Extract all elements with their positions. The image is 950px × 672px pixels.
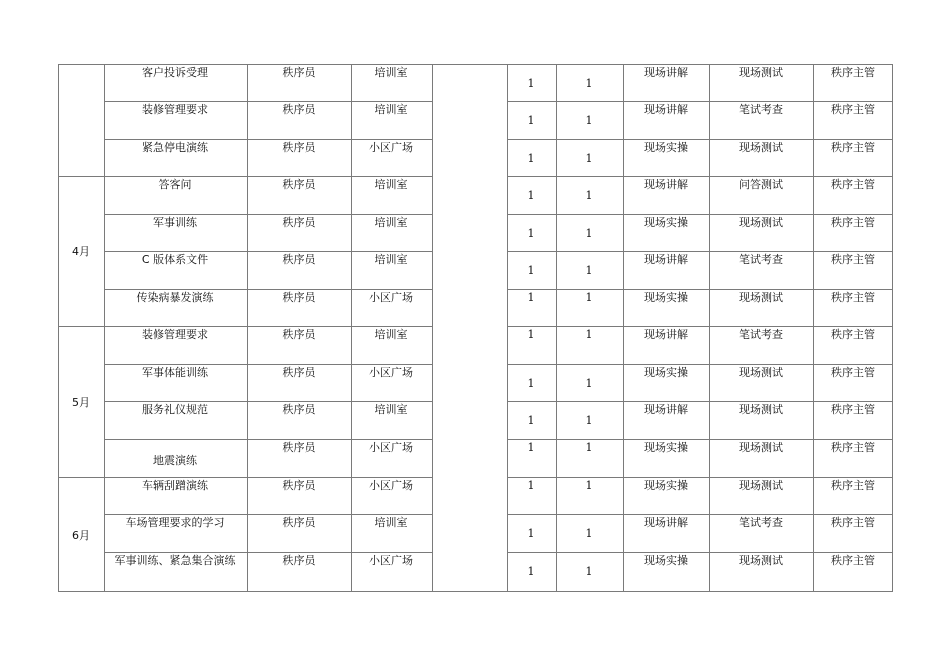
training-topic-cell: C 版体系文件 [141,253,209,266]
assessment-cell: 现场测试 [739,479,783,492]
grid-line-vertical [813,64,814,592]
trainee-cell: 秩序员 [282,328,316,341]
count-a-cell: 1 [527,189,535,202]
assessment-cell: 现场测试 [739,66,783,79]
location-cell: 小区广场 [369,141,413,154]
training-schedule-sheet [58,64,893,592]
training-topic-cell: 装修管理要求 [142,328,208,341]
count-a-cell: 1 [527,114,535,127]
training-topic-cell: 军事训练、紧急集合演练 [114,554,236,567]
training-method-cell: 现场讲解 [644,516,688,529]
location-cell: 培训室 [374,216,408,229]
training-method-cell: 现场实操 [644,441,688,454]
training-method-cell: 现场实操 [644,216,688,229]
grid-line-horizontal [104,477,432,478]
count-a-cell: 1 [527,328,535,341]
grid-line-vertical [351,64,352,592]
location-cell: 培训室 [374,403,408,416]
training-method-cell: 现场讲解 [644,66,688,79]
grid-line-horizontal [507,326,893,327]
training-topic-cell: 装修管理要求 [142,103,208,116]
training-topic-cell: 军事训练 [153,216,197,229]
month-label: 4月 [72,245,90,258]
responsible-cell: 秩序主管 [831,479,875,492]
grid-line-horizontal [58,477,104,478]
assessment-cell: 笔试考查 [739,516,783,529]
location-cell: 小区广场 [369,291,413,304]
training-method-cell: 现场实操 [644,366,688,379]
trainee-cell: 秩序员 [282,291,316,304]
assessment-cell: 现场测试 [739,366,783,379]
grid-line-horizontal [58,591,893,592]
count-a-cell: 1 [527,441,535,454]
grid-line-horizontal [104,176,432,177]
training-topic-cell: 答客问 [158,178,192,191]
count-a-cell: 1 [527,227,535,240]
grid-line-vertical [507,64,508,592]
assessment-cell: 现场测试 [739,441,783,454]
count-a-cell: 1 [527,377,535,390]
grid-line-horizontal [104,139,432,140]
location-cell: 小区广场 [369,441,413,454]
count-b-cell: 1 [585,479,593,492]
trainee-cell: 秩序员 [282,141,316,154]
grid-line-horizontal [58,326,104,327]
count-b-cell: 1 [585,565,593,578]
assessment-cell: 现场测试 [739,216,783,229]
grid-line-vertical [104,64,105,592]
training-topic-cell: 传染病暴发演练 [136,291,214,304]
location-cell: 小区广场 [369,554,413,567]
count-a-cell: 1 [527,565,535,578]
grid-line-horizontal [507,139,893,140]
training-method-cell: 现场讲解 [644,103,688,116]
count-b-cell: 1 [585,441,593,454]
trainee-cell: 秩序员 [282,516,316,529]
assessment-cell: 笔试考查 [739,328,783,341]
trainee-cell: 秩序员 [282,66,316,79]
assessment-cell: 笔试考查 [739,253,783,266]
count-b-cell: 1 [585,291,593,304]
assessment-cell: 笔试考查 [739,103,783,116]
responsible-cell: 秩序主管 [831,103,875,116]
count-b-cell: 1 [585,414,593,427]
grid-line-horizontal [507,214,893,215]
assessment-cell: 现场测试 [739,291,783,304]
training-method-cell: 现场实操 [644,479,688,492]
grid-line-horizontal [507,364,893,365]
grid-line-horizontal [507,477,893,478]
training-method-cell: 现场实操 [644,141,688,154]
count-b-cell: 1 [585,114,593,127]
grid-line-horizontal [104,514,432,515]
responsible-cell: 秩序主管 [831,216,875,229]
training-method-cell: 现场讲解 [644,253,688,266]
training-topic-cell: 服务礼仪规范 [142,403,208,416]
count-b-cell: 1 [585,227,593,240]
grid-line-horizontal [104,364,432,365]
count-b-cell: 1 [585,527,593,540]
location-cell: 小区广场 [369,479,413,492]
location-cell: 培训室 [374,516,408,529]
trainee-cell: 秩序员 [282,441,316,454]
training-topic-cell: 地震演练 [153,454,197,467]
responsible-cell: 秩序主管 [831,328,875,341]
trainee-cell: 秩序员 [282,103,316,116]
location-cell: 培训室 [374,178,408,191]
trainee-cell: 秩序员 [282,554,316,567]
count-b-cell: 1 [585,377,593,390]
grid-line-vertical [709,64,710,592]
count-b-cell: 1 [585,328,593,341]
assessment-cell: 现场测试 [739,141,783,154]
training-method-cell: 现场讲解 [644,328,688,341]
training-topic-cell: 紧急停电演练 [142,141,208,154]
training-method-cell: 现场讲解 [644,403,688,416]
grid-line-horizontal [104,439,432,440]
responsible-cell: 秩序主管 [831,441,875,454]
count-a-cell: 1 [527,479,535,492]
trainee-cell: 秩序员 [282,216,316,229]
responsible-cell: 秩序主管 [831,554,875,567]
grid-line-horizontal [507,552,893,553]
trainee-cell: 秩序员 [282,253,316,266]
grid-line-vertical [247,64,248,592]
count-a-cell: 1 [527,414,535,427]
training-method-cell: 现场实操 [644,291,688,304]
training-method-cell: 现场实操 [644,554,688,567]
grid-line-horizontal [507,176,893,177]
trainee-cell: 秩序员 [282,178,316,191]
grid-line-horizontal [507,514,893,515]
training-topic-cell: 车辆刮蹭演练 [142,479,208,492]
responsible-cell: 秩序主管 [831,403,875,416]
responsible-cell: 秩序主管 [831,253,875,266]
grid-line-vertical [892,64,893,592]
count-a-cell: 1 [527,291,535,304]
location-cell: 培训室 [374,253,408,266]
grid-line-horizontal [507,101,893,102]
grid-line-horizontal [58,64,893,65]
grid-line-horizontal [507,289,893,290]
grid-line-horizontal [104,214,432,215]
month-label: 6月 [72,528,90,542]
count-b-cell: 1 [585,189,593,202]
count-a-cell: 1 [527,152,535,165]
count-b-cell: 1 [585,152,593,165]
grid-line-horizontal [104,251,432,252]
count-b-cell: 1 [585,264,593,277]
responsible-cell: 秩序主管 [831,291,875,304]
grid-line-horizontal [507,251,893,252]
grid-line-horizontal [104,552,432,553]
grid-line-horizontal [104,101,432,102]
responsible-cell: 秩序主管 [831,366,875,379]
grid-line-horizontal [104,401,432,402]
assessment-cell: 问答测试 [739,178,783,191]
location-cell: 小区广场 [369,366,413,379]
grid-line-horizontal [507,439,893,440]
training-topic-cell: 客户投诉受理 [142,66,208,79]
grid-line-horizontal [58,176,104,177]
assessment-cell: 现场测试 [739,554,783,567]
location-cell: 培训室 [374,103,408,116]
training-topic-cell: 车场管理要求的学习 [125,516,225,529]
trainee-cell: 秩序员 [282,479,316,492]
grid-line-vertical [432,64,433,592]
grid-line-horizontal [104,289,432,290]
grid-line-vertical [623,64,624,592]
count-b-cell: 1 [585,77,593,90]
grid-line-vertical [556,64,557,592]
grid-line-horizontal [104,326,432,327]
grid-line-horizontal [507,401,893,402]
month-label: 5月 [72,395,90,409]
responsible-cell: 秩序主管 [831,178,875,191]
responsible-cell: 秩序主管 [831,66,875,79]
responsible-cell: 秩序主管 [831,141,875,154]
location-cell: 培训室 [374,328,408,341]
training-topic-cell: 军事体能训练 [142,366,208,379]
count-a-cell: 1 [527,264,535,277]
training-method-cell: 现场讲解 [644,178,688,191]
assessment-cell: 现场测试 [739,403,783,416]
grid-line-vertical [58,64,59,592]
responsible-cell: 秩序主管 [831,516,875,529]
count-a-cell: 1 [527,527,535,540]
count-a-cell: 1 [527,77,535,90]
location-cell: 培训室 [374,66,408,79]
trainee-cell: 秩序员 [282,366,316,379]
trainee-cell: 秩序员 [282,403,316,416]
